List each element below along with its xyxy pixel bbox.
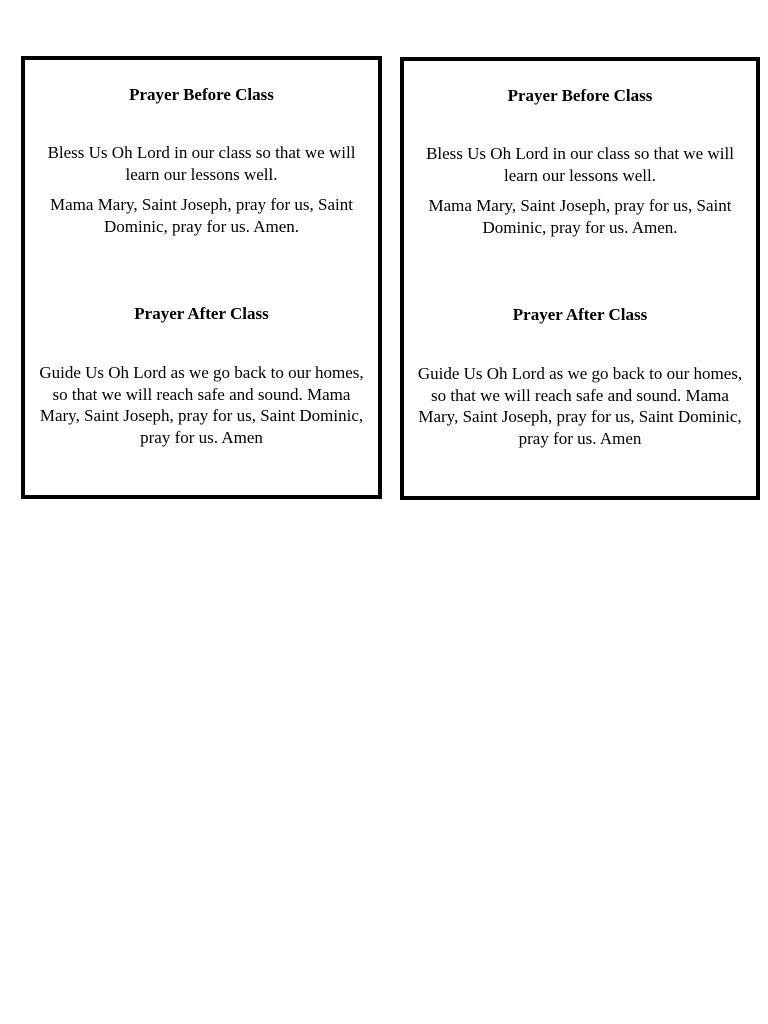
prayer-before-class-intercession: Mama Mary, Saint Joseph, pray for us, Saint Dominic, pray for us. Amen. bbox=[50, 195, 353, 236]
prayer-card-right bbox=[400, 57, 760, 500]
prayer-after-class-text: Guide Us Oh Lord as we go back to our homes, so that we will reach safe and sound. Mama Mary, Saint Joseph, pray for us, Saint Dominic, pray for us. Amen bbox=[417, 364, 743, 448]
prayer-after-class-title: Prayer After Class bbox=[134, 304, 269, 323]
prayer-before-class-text: Bless Us Oh Lord in our class so that we will learn our lessons well. bbox=[426, 144, 734, 185]
prayer-before-class-intercession: Mama Mary, Saint Joseph, pray for us, Saint Dominic, pray for us. Amen. bbox=[428, 196, 732, 237]
prayer-after-class-title: Prayer After Class bbox=[512, 305, 648, 324]
prayer-after-class-text: Guide Us Oh Lord as we go back to our homes, so that we will reach safe and sound. Mama Mary, Saint Joseph, pray for us, Saint Dominic, pray for us. Amen bbox=[39, 363, 364, 447]
prayer-before-class-title: Prayer Before Class bbox=[129, 85, 274, 104]
prayer-before-class-title: Prayer Before Class bbox=[507, 86, 653, 105]
prayer-before-class-text: Bless Us Oh Lord in our class so that we will learn our lessons well. bbox=[47, 143, 356, 184]
prayer-card-left bbox=[21, 56, 382, 499]
